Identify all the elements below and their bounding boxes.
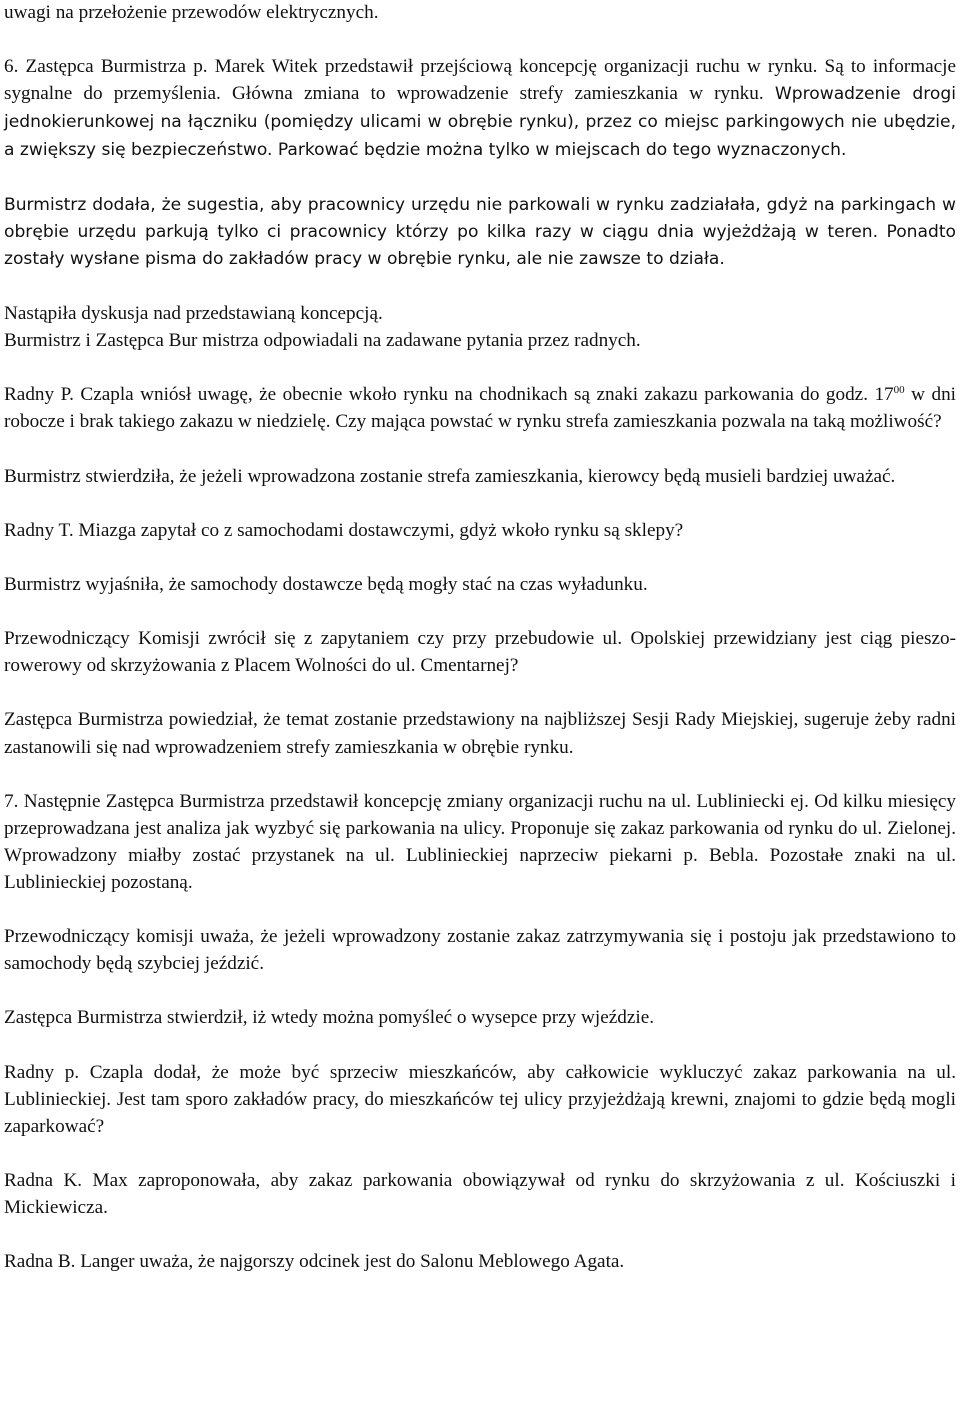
- paragraph-odpowiedzi: Burmistrz i Zastępca Bur mistrza odpowiadali na zadawane pytania przez radnych.: [4, 330, 641, 352]
- paragraph-zastepca-wysepka: Zastępca Burmistrza stwierdził, iż wtedy można pomyśleć o wysepce przy wjeździe.: [4, 1007, 655, 1029]
- paragraph-burmistrz-sugestia-b: Ponadto zostały wysłane pisma do zakładów pracy w obrębie rynku, ale nie zawsze to działa.: [4, 221, 956, 269]
- document-page: [4, 0, 956, 1275]
- hour-superscript: 00: [893, 384, 905, 397]
- paragraph-item-7: 7. Następnie Zastępca Burmistrza przedstawił koncepcję zmiany organizacji ruchu na ul. Lubliniecki ej. Od kilku miesięcy przeprowadzana jest analiza jak wyzbyć się parkowania na ulicy. Proponuje się zakaz parkowania od rynku do ul. Zielonej. Wprowadzony miałby zostać przystanek na ul. Lublinieckiej naprzeciw piekarni p. Bebla. Pozostałe znaki na ul. Lublinieckiej pozostaną.: [4, 790, 956, 893]
- paragraph-item-6: [4, 53, 956, 164]
- paragraph-burmistrz-strefa: Burmistrz stwierdziła, że jeżeli wprowadzona zostanie strefa zamieszkania, kierowcy będą musieli bardziej uważać.: [4, 465, 896, 487]
- paragraph-zastepca-sesja: Zastępca Burmistrza powiedział, że temat zostanie przedstawiony na najbliższej Sesji Rady Miejskiej, sugeruje żeby radni zastanowili się nad wprowadzeniem strefy zamieszkania w obrębie rynku.: [4, 709, 956, 758]
- paragraph-burmistrz-sugestia-a: Burmistrz dodała, że sugestia, aby pracownicy urzędu nie parkowali w rynku zadziałała, gdyż na parkingach w obrębie urzędu parkują tylko ci pracownicy którzy po kilka razy w ciągu dnia wyjeżdżają w teren.: [4, 194, 956, 242]
- paragraph-radny-czapla-sprzeciw: Radny p. Czapla dodał, że może być sprzeciw mieszkańców, aby całkowicie wykluczyć zakaz parkowania na ul. Lublinieckiej. Jest tam sporo zakładów pracy, do mieszkańców tej ulicy przyjeżdżają krewni, znajomi to gdzie będą mogli zaparkować?: [4, 1061, 956, 1137]
- paragraph-czapla-post: w dni robocze i brak takiego zakazu w niedzielę. Czy mająca powstać w rynku strefa zamieszkania pozwala na taką możliwość?: [4, 384, 956, 433]
- paragraph-item-6-detail: Wprowadzenie drogi jednokierunkowej na łączniku (pomiędzy ulicami w obrębie rynku), przez co miejsc parkingowych nie ubędzie, a zwiększy się bezpieczeństwo. Parkować będzie można tylko w miejscach do tego wyznaczonych.: [4, 84, 956, 161]
- paragraph-przewodniczacy-zakaz: Przewodniczący komisji uważa, że jeżeli wprowadzony zostanie zakaz zatrzymywania się i postoju jak przedstawiono to samochody będą szybciej jeździć.: [4, 926, 956, 975]
- paragraph-burmistrz-sugestia: [4, 192, 956, 273]
- paragraph-czapla-pre: Radny P. Czapla wniósł uwagę, że obecnie wkoło rynku na chodnikach są znaki zakazu parkowania do godz. 17: [4, 384, 894, 406]
- paragraph-radny-miazga: Radny T. Miazga zapytał co z samochodami dostawczymi, gdyż wkoło rynku są sklepy?: [4, 519, 684, 541]
- paragraph-radna-max: Radna K. Max zaproponowała, aby zakaz parkowania obowiązywał od rynku do skrzyżowania z ul. Kościuszki i Mickiewicza.: [4, 1170, 956, 1219]
- paragraph-radny-czapla-uwaga: [4, 381, 956, 435]
- paragraph-radna-langer: Radna B. Langer uważa, że najgorszy odcinek jest do Salonu Meblowego Agata.: [4, 1251, 625, 1273]
- paragraph-dyskusja: Nastąpiła dyskusja nad przedstawianą koncepcją.: [4, 303, 383, 325]
- paragraph-przewodniczacy-opolska: Przewodniczący Komisji zwrócił się z zapytaniem czy przy przebudowie ul. Opolskiej przewidziany jest ciąg pieszo-rowerowy od skrzyżowania z Placem Wolności do ul. Cmentarnej?: [4, 628, 956, 677]
- paragraph-burmistrz-dostawcze: Burmistrz wyjaśniła, że samochody dostawcze będą mogły stać na czas wyładunku.: [4, 573, 648, 595]
- text-line-top: uwagi na przełożenie przewodów elektrycznych.: [4, 2, 379, 23]
- paragraph-item-6-intro: 6. Zastępca Burmistrza p. Marek Witek przedstawił przejściową koncepcję organizacji ruchu w rynku. Są to informacje sygnalne do przemyślenia. Główna zmiana to wprowadzenie strefy zamieszkania w rynku.: [4, 56, 956, 105]
